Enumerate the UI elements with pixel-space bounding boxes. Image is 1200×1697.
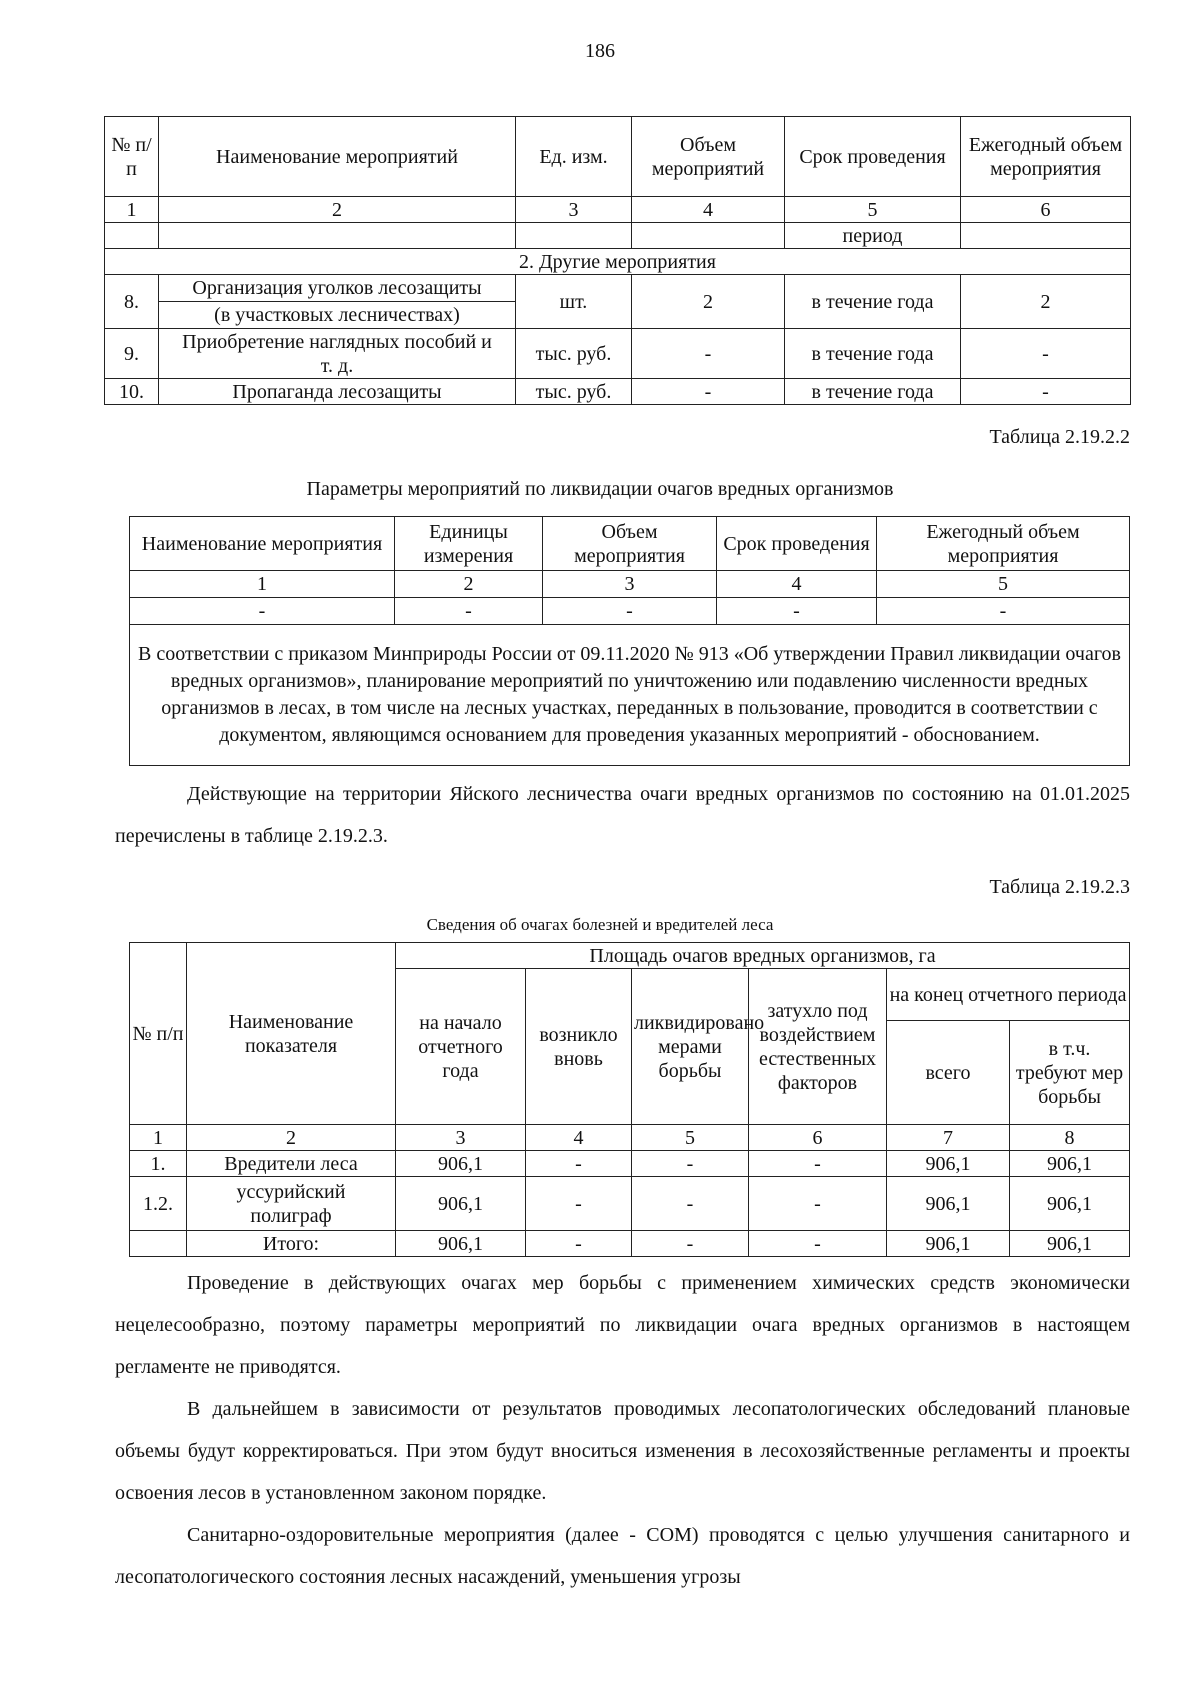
- row-unit: тыс. руб.: [516, 379, 632, 405]
- table-label: Таблица 2.19.2.3: [989, 876, 1130, 898]
- header-cell: Ед. изм.: [516, 117, 632, 197]
- row-annual: -: [961, 329, 1131, 379]
- value-cell: -: [749, 1177, 887, 1231]
- total-row: [130, 1231, 1130, 1257]
- index-cell: 5: [785, 197, 961, 223]
- table-row: [130, 1177, 1130, 1231]
- value-cell: Вредители леса: [187, 1151, 396, 1177]
- header-cell: ликвидировано мерами борьбы: [632, 969, 749, 1125]
- header-cell: возникло вновь: [526, 969, 632, 1125]
- value-cell: 906,1: [887, 1151, 1010, 1177]
- header-cell: Ежегодный объем мероприятия: [961, 117, 1131, 197]
- index-cell: 1: [130, 1125, 187, 1151]
- value-cell: -: [526, 1151, 632, 1177]
- header-cell: Ежегодный объем мероприятия: [877, 517, 1130, 571]
- value-cell: 1.: [130, 1151, 187, 1177]
- index-row: [105, 197, 1131, 223]
- paragraph: Действующие на территории Яйского лесничества очаги вредных организмов по состоянию на 01.01.2025 перечислены в таблице 2.19.2.3.: [115, 783, 1130, 847]
- header-cell: № п/п: [105, 117, 159, 197]
- value-cell: -: [749, 1231, 887, 1257]
- index-cell: 5: [877, 571, 1130, 598]
- table-header-row: [105, 117, 1131, 197]
- section-title: 2. Другие мероприятия: [105, 249, 1131, 275]
- row-term: в течение года: [785, 275, 961, 329]
- value-cell: -: [877, 598, 1130, 625]
- row-volume: -: [632, 329, 785, 379]
- value-cell: 906,1: [1010, 1231, 1130, 1257]
- value-cell: -: [749, 1151, 887, 1177]
- header-cell: затухло под воздействием естественных факторов: [749, 969, 887, 1125]
- page-number: 186: [585, 40, 615, 62]
- value-cell: [130, 1231, 187, 1257]
- row-term: в течение года: [785, 379, 961, 405]
- index-cell: 3: [396, 1125, 526, 1151]
- note-text: В соответствии с приказом Минприроды России от 09.11.2020 № 913 «Об утверждении Правил ликвидации очагов вредных организмов», планирование мероприятий по уничтожению или подавлению численности вредных организмов в лесах, в том числе на лесных участках, переданных в пользование, проводится в соответствии с документом, являющимся основанием для проведения указанных мероприятий - обоснованием.: [130, 625, 1130, 766]
- paragraph: Санитарно-оздоровительные мероприятия (далее - СОМ) проводятся с целью улучшения санитарного и лесопатологического состояния лесных насаждений, уменьшения угрозы: [115, 1524, 1130, 1588]
- header-cell: Срок проведения: [717, 517, 877, 571]
- index-cell: 2: [395, 571, 543, 598]
- value-cell: 906,1: [1010, 1151, 1130, 1177]
- value-cell: 1.2.: [130, 1177, 187, 1231]
- header-cell: № п/п: [130, 943, 187, 1125]
- row-number: 8.: [105, 275, 159, 329]
- index-cell: 2: [159, 197, 516, 223]
- paragraph: Проведение в действующих очагах мер борьбы с применением химических средств экономически нецелесообразно, поэтому параметры мероприятий по ликвидации очага вредных организмов в настоящем регламенте не приводятся.: [115, 1272, 1130, 1378]
- header-cell: Объем мероприятия: [543, 517, 717, 571]
- index-cell: 8: [1010, 1125, 1130, 1151]
- header-cell: на конец отчетного периода: [887, 969, 1130, 1021]
- index-cell: 3: [543, 571, 717, 598]
- table-header-row: [130, 517, 1130, 571]
- header-cell: Площадь очагов вредных организмов, га: [396, 943, 1130, 969]
- period-row: [105, 223, 1131, 249]
- value-cell: -: [632, 1151, 749, 1177]
- value-cell: -: [130, 598, 395, 625]
- index-cell: 3: [516, 197, 632, 223]
- table-label: Таблица 2.19.2.2: [989, 426, 1130, 448]
- empty-cell: [105, 223, 159, 249]
- value-cell: -: [543, 598, 717, 625]
- value-cell: -: [526, 1231, 632, 1257]
- row-number: 10.: [105, 379, 159, 405]
- index-cell: 1: [130, 571, 395, 598]
- row-name: Организация уголков лесозащиты: [159, 275, 516, 302]
- row-term: в течение года: [785, 329, 961, 379]
- index-cell: 1: [105, 197, 159, 223]
- index-cell: 2: [187, 1125, 396, 1151]
- value-cell: -: [395, 598, 543, 625]
- row-volume: 2: [632, 275, 785, 329]
- row-annual: 2: [961, 275, 1131, 329]
- header-cell: Срок проведения: [785, 117, 961, 197]
- table-header-row: [130, 943, 1130, 969]
- row-name: Пропаганда лесозащиты: [159, 379, 516, 405]
- value-cell: 906,1: [887, 1231, 1010, 1257]
- index-cell: 4: [632, 197, 785, 223]
- header-cell: Наименование мероприятия: [130, 517, 395, 571]
- header-cell: Наименование мероприятий: [159, 117, 516, 197]
- value-cell: Итого:: [187, 1231, 396, 1257]
- pest-measures-table: [129, 516, 1130, 766]
- index-row: [130, 571, 1130, 598]
- table-title: Сведения об очагах болезней и вредителей леса: [426, 915, 774, 934]
- index-cell: 5: [632, 1125, 749, 1151]
- row-annual: -: [961, 379, 1131, 405]
- value-cell: -: [632, 1231, 749, 1257]
- row-name: (в участковых лесничествах): [159, 302, 516, 329]
- header-cell: в т.ч. требуют мер борьбы: [1010, 1021, 1130, 1125]
- paragraph: В дальнейшем в зависимости от результатов проводимых лесопатологических обследований плановые объемы будут корректироваться. При этом будут вноситься изменения в лесохозяйственные регламенты и проекты освоения лесов в установленном законом порядке.: [115, 1398, 1130, 1504]
- measures-table: [104, 116, 1131, 405]
- value-cell: 906,1: [396, 1177, 526, 1231]
- index-cell: 7: [887, 1125, 1010, 1151]
- index-cell: 4: [717, 571, 877, 598]
- table-title: Параметры мероприятий по ликвидации очагов вредных организмов: [306, 478, 894, 500]
- header-cell: Наименование показателя: [187, 943, 396, 1125]
- empty-cell: [632, 223, 785, 249]
- table-row: [105, 379, 1131, 405]
- value-cell: 906,1: [396, 1151, 526, 1177]
- header-cell: Объем мероприятий: [632, 117, 785, 197]
- empty-cell: [516, 223, 632, 249]
- section-row: [105, 249, 1131, 275]
- period-cell: период: [785, 223, 961, 249]
- table-row: [105, 275, 1131, 302]
- value-cell: 906,1: [396, 1231, 526, 1257]
- row-number: 9.: [105, 329, 159, 379]
- index-cell: 6: [749, 1125, 887, 1151]
- row-unit: шт.: [516, 275, 632, 329]
- row-volume: -: [632, 379, 785, 405]
- index-cell: 4: [526, 1125, 632, 1151]
- value-cell: уссурийский полиграф: [187, 1177, 396, 1231]
- table-row: [130, 598, 1130, 625]
- value-cell: 906,1: [1010, 1177, 1130, 1231]
- header-cell: всего: [887, 1021, 1010, 1125]
- header-cell: на начало отчетного года: [396, 969, 526, 1125]
- index-row: [130, 1125, 1130, 1151]
- value-cell: -: [632, 1177, 749, 1231]
- row-name: Приобретение наглядных пособий и т. д.: [159, 329, 516, 379]
- row-unit: тыс. руб.: [516, 329, 632, 379]
- table-row: [130, 1151, 1130, 1177]
- header-cell: Единицы измерения: [395, 517, 543, 571]
- pest-foci-table: [129, 942, 1130, 1257]
- value-cell: 906,1: [887, 1177, 1010, 1231]
- empty-cell: [961, 223, 1131, 249]
- value-cell: -: [526, 1177, 632, 1231]
- empty-cell: [159, 223, 516, 249]
- value-cell: -: [717, 598, 877, 625]
- note-row: [130, 625, 1130, 766]
- index-cell: 6: [961, 197, 1131, 223]
- table-row: [105, 329, 1131, 379]
